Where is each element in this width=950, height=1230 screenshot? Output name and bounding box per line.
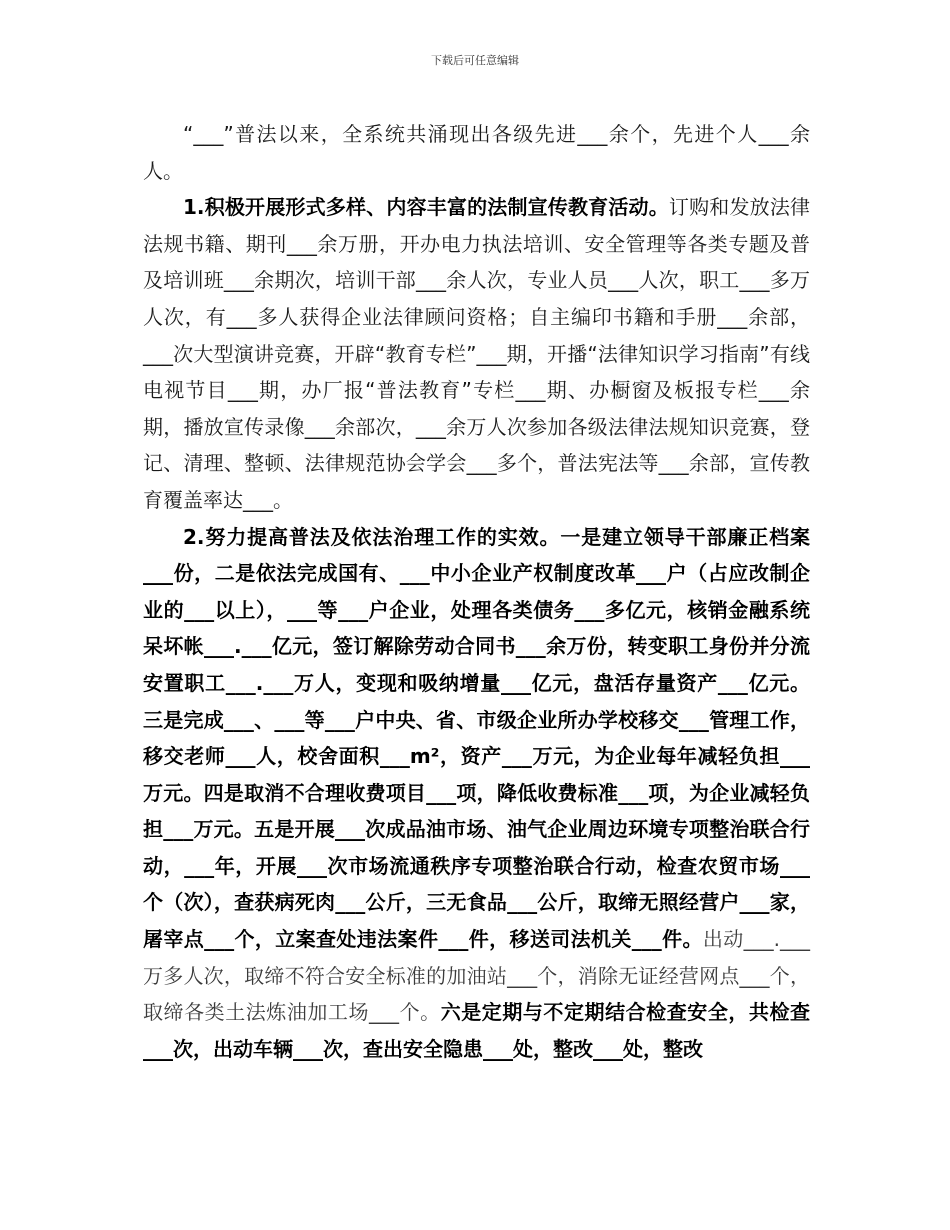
- document-body: [143, 116, 810, 1067]
- item-1-paragraph: [143, 189, 810, 518]
- item-2-paragraph: [143, 519, 810, 1068]
- page-header: 下载后可任意编辑: [431, 54, 519, 67]
- item-2-bold-tail: 六是定期与不定期结合检查安全，共检查___次，出动车辆___次，查出安全隐患___处，整改___处，整改: [143, 1000, 811, 1061]
- item-1-heading: 1.积极开展形式多样、内容丰富的法制宣传教育活动。: [183, 195, 669, 220]
- item-2-bold-text: 一是建立领导干部廉正档案___份，二是依法完成国有、___中小企业产权制度改革___户（占应改制企业的___以上），___等___户企业，处理各类债务___多亿元，核销金融系统呆坏帐___.___亿元，签订解除劳动合同书___余万份，转变职工身份并分流安置职工___.___万人，变现和吸纳增量___亿元，盘活存量资产___亿元。三是完成___、___等___户中央、省、市级企业所办学校移交___管理工作，移交老师___人，校舍面积___m²，资产___万元，为企业每年减轻负担___万元。四是取消不合理收费项目___项，降低收费标准___项，为企业减轻负担___万元。五是开展___次成品油市场、油气企业周边环境专项整治联合行动，___年，开展___次市场流通秩序专项整治联合行动，检查农贸市场___个（次），查获病死肉___公斤，三无食品___公斤，取缔无照经营户___家，屠宰点___个，立案查处违法案件___件，移送司法机关___件。: [143, 524, 811, 952]
- item-2-heading: 2.努力提高普法及依法治理工作的实效。: [183, 524, 561, 549]
- intro-text: “___”普法以来，全系统共涌现出各级先进___余个，先进个人___余人。: [143, 122, 810, 183]
- item-2-light-text: 出动___.___万多人次，取缔不符合安全标准的加油站___个，消除无证经营网点___个，取缔各类土法炼油加工场___个。: [143, 927, 811, 1025]
- intro-paragraph: [143, 116, 810, 189]
- item-1-text: 订购和发放法律法规书籍、期刊___余万册，开办电力执法培训、安全管理等各类专题及普及培训班___余期次，培训干部___余人次，专业人员___人次，职工___多万人次，有___多人获得企业法律顾问资格；自主编印书籍和手册___余部，___次大型演讲竞赛，开辟“教育专栏”___期，开播“法律知识学习指南”有线电视节目___期，办厂报“普法教育”专栏___期、办橱窗及板报专栏___余期，播放宣传录像___余部次，___余万人次参加各级法律法规知识竞赛，登记、清理、整顿、法律规范协会学会___多个，普法宪法等___余部，宣传教育覆盖率达___。: [143, 195, 811, 512]
